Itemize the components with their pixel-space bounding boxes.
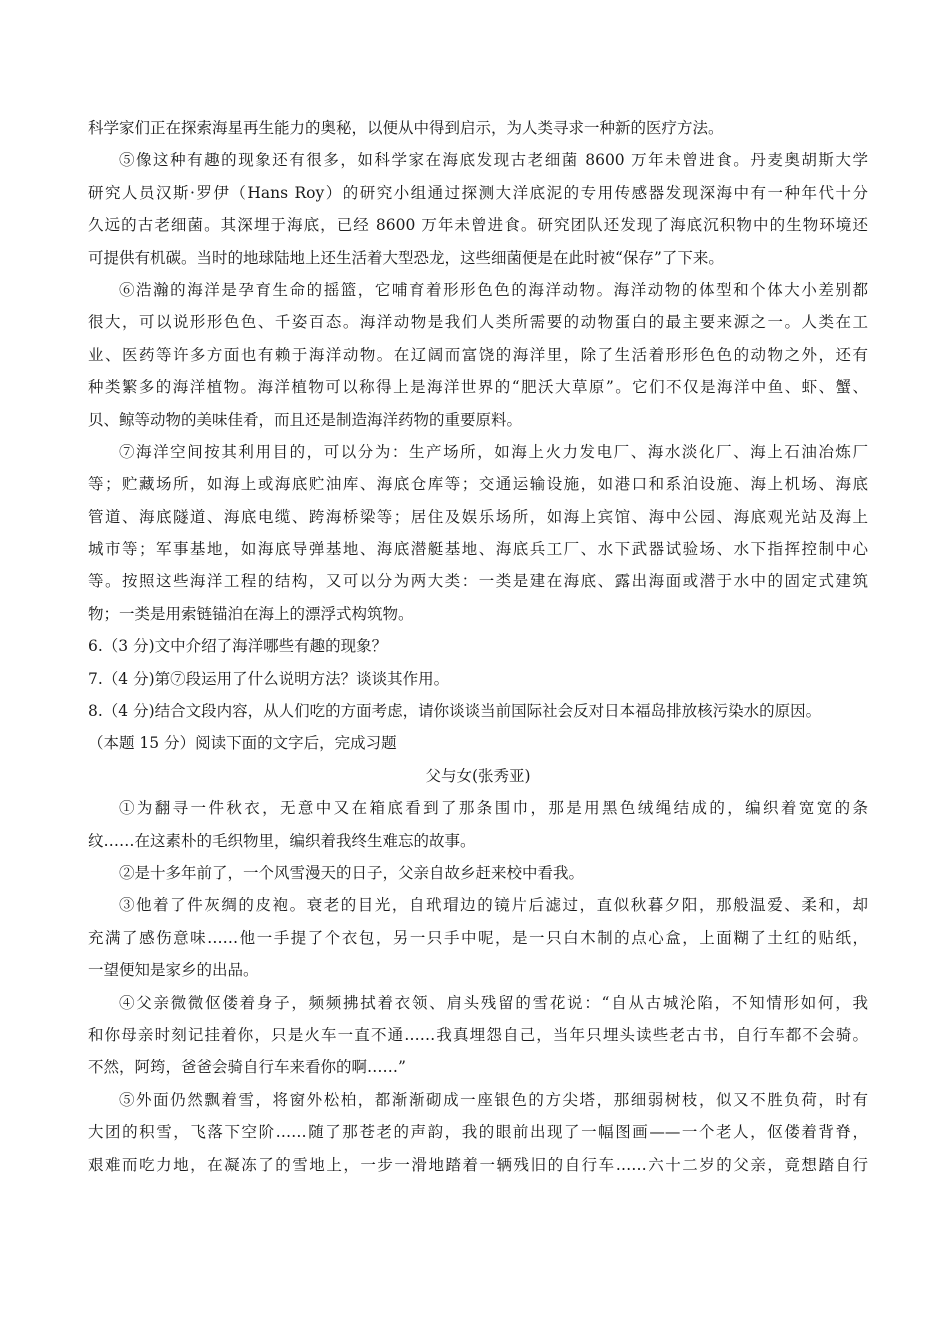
story-title: 父与女(张秀亚): [425, 766, 531, 785]
story-para5-line: 大团的积雪，飞落下空阶……随了那苍老的声韵，我的眼前出现了一幅图画——一个老人，伛偻着背脊，: [88, 1123, 868, 1142]
story-para4-line: 不然，阿筠，爸爸会骑自行车来看你的啊……”: [88, 1058, 406, 1077]
para7-line: 城市等；军事基地，如海底导弹基地、海底潜艇基地、海底兵工厂、水下武器试验场、水下指挥控制中心: [88, 540, 868, 559]
para7-line: 等。按照这些海洋工程的结构，又可以分为两大类：一类是建在海底、露出海面或潜于水中的固定式建筑: [88, 572, 868, 591]
para5-line: 久远的古老细菌。其深埋于海底，已经 8600 万年未曾进食。研究团队还发现了海底沉积物中的生物环境还: [88, 216, 868, 235]
story-para5-line: ⑤外面仍然飘着雪，将窗外松柏，都渐渐砌成一座银色的方尖塔，那细弱树枝，似又不胜负荷，时有: [119, 1090, 868, 1109]
para7-line: ⑦海洋空间按其利用目的，可以分为：生产场所，如海上火力发电厂、海水淡化厂、海上石油冶炼厂: [119, 442, 868, 461]
para6-line: 很大，可以说形形色色、千姿百态。海洋动物是我们人类所需要的动物蛋白的最主要来源之一。人类在工: [88, 313, 868, 332]
story-para3-line: ③他着了件灰绸的皮袍。衰老的目光，自玳瑁边的镜片后滤过，直似秋暮夕阳，那般温爱、柔和，却: [119, 896, 868, 915]
story-para5-line: 艰难而吃力地，在凝冻了的雪地上，一步一滑地踏着一辆残旧的自行车……六十二岁的父亲，竟想踏自行: [88, 1155, 868, 1174]
story-para1-line: ①为翻寻一件秋衣，无意中又在箱底看到了那条围巾，那是用黑色绒绳结成的，编织着宽宽的条: [119, 799, 868, 818]
story-para2-line: ②是十多年前了，一个风雪漫天的日子，父亲自故乡赶来校中看我。: [119, 863, 585, 882]
para5-line: 可提供有机碳。当时的地球陆地上还生活着大型恐龙，这些细菌便是在此时被“保存”了下来。: [88, 248, 724, 267]
question-6: 6.（3 分)文中介绍了海洋哪些有趣的现象？: [88, 637, 388, 656]
para6-line: 种类繁多的海洋植物。海洋植物可以称得上是海洋世界的“肥沃大草原”。它们不仅是海洋中鱼、虾、蟹、: [88, 378, 868, 397]
story-para4-line: 和你母亲时刻记挂着你，只是火车一直不通……我真埋怨自己，当年只埋头读些老古书，自行车都不会骑。: [88, 1025, 868, 1044]
para6-line: ⑥浩瀚的海洋是孕育生命的摇篮，它哺育着形形色色的海洋动物。海洋动物的体型和个体大小差别都: [119, 280, 868, 299]
para6-line: 业、医药等许多方面也有赖于海洋动物。在辽阔而富饶的海洋里，除了生活着形形色色的动物之外，还有: [88, 345, 868, 364]
section-instruction: （本题 15 分）阅读下面的文字后，完成习题: [88, 734, 397, 753]
story-para4-line: ④父亲微微伛偻着身子，频频拂拭着衣领、肩头残留的雪花说：“自从古城沦陷，不知情形如何，我: [119, 993, 868, 1012]
para5-line: ⑤像这种有趣的现象还有很多，如科学家在海底发现古老细菌 8600 万年未曾进食。丹麦奥胡斯大学: [119, 151, 868, 170]
story-para1-line: 纹……在这素朴的毛织物里，编织着我终生难忘的故事。: [88, 831, 476, 850]
para7-line: 物；一类是用索链锚泊在海上的漂浮式构筑物。: [88, 604, 414, 623]
story-para3-line: 充满了感伤意味……他一手提了个衣包，另一只手中呢，是一只白木制的点心盒，上面糊了土红的贴纸，: [88, 928, 868, 947]
para7-line: 等；贮藏场所，如海上或海底贮油库、海底仓库等；交通运输设施，如港口和系泊设施、海上机场、海底: [88, 475, 868, 494]
para5-line: 研究人员汉斯·罗伊（Hans Roy）的研究小组通过探测大洋底泥的专用传感器发现深海中有一种年代十分: [88, 183, 868, 202]
question-8: 8.（4 分)结合文段内容，从人们吃的方面考虑，请你谈谈当前国际社会反对日本福岛排放核污染水的原因。: [88, 702, 822, 721]
para6-line: 贝、鲸等动物的美味佳肴，而且还是制造海洋药物的重要原料。: [88, 410, 523, 429]
para4-tail: 科学家们正在探索海星再生能力的奥秘，以便从中得到启示，为人类寻求一种新的医疗方法。: [88, 119, 724, 137]
story-para3-line: 一望便知是家乡的出品。: [88, 961, 259, 980]
document-page: [88, 112, 868, 1181]
para7-line: 管道、海底隧道、海底电缆、跨海桥梁等；居住及娱乐场所，如海上宾馆、海中公园、海底观光站及海上: [88, 507, 868, 526]
question-7: 7.（4 分)第⑦段运用了什么说明方法？谈谈其作用。: [88, 669, 450, 688]
